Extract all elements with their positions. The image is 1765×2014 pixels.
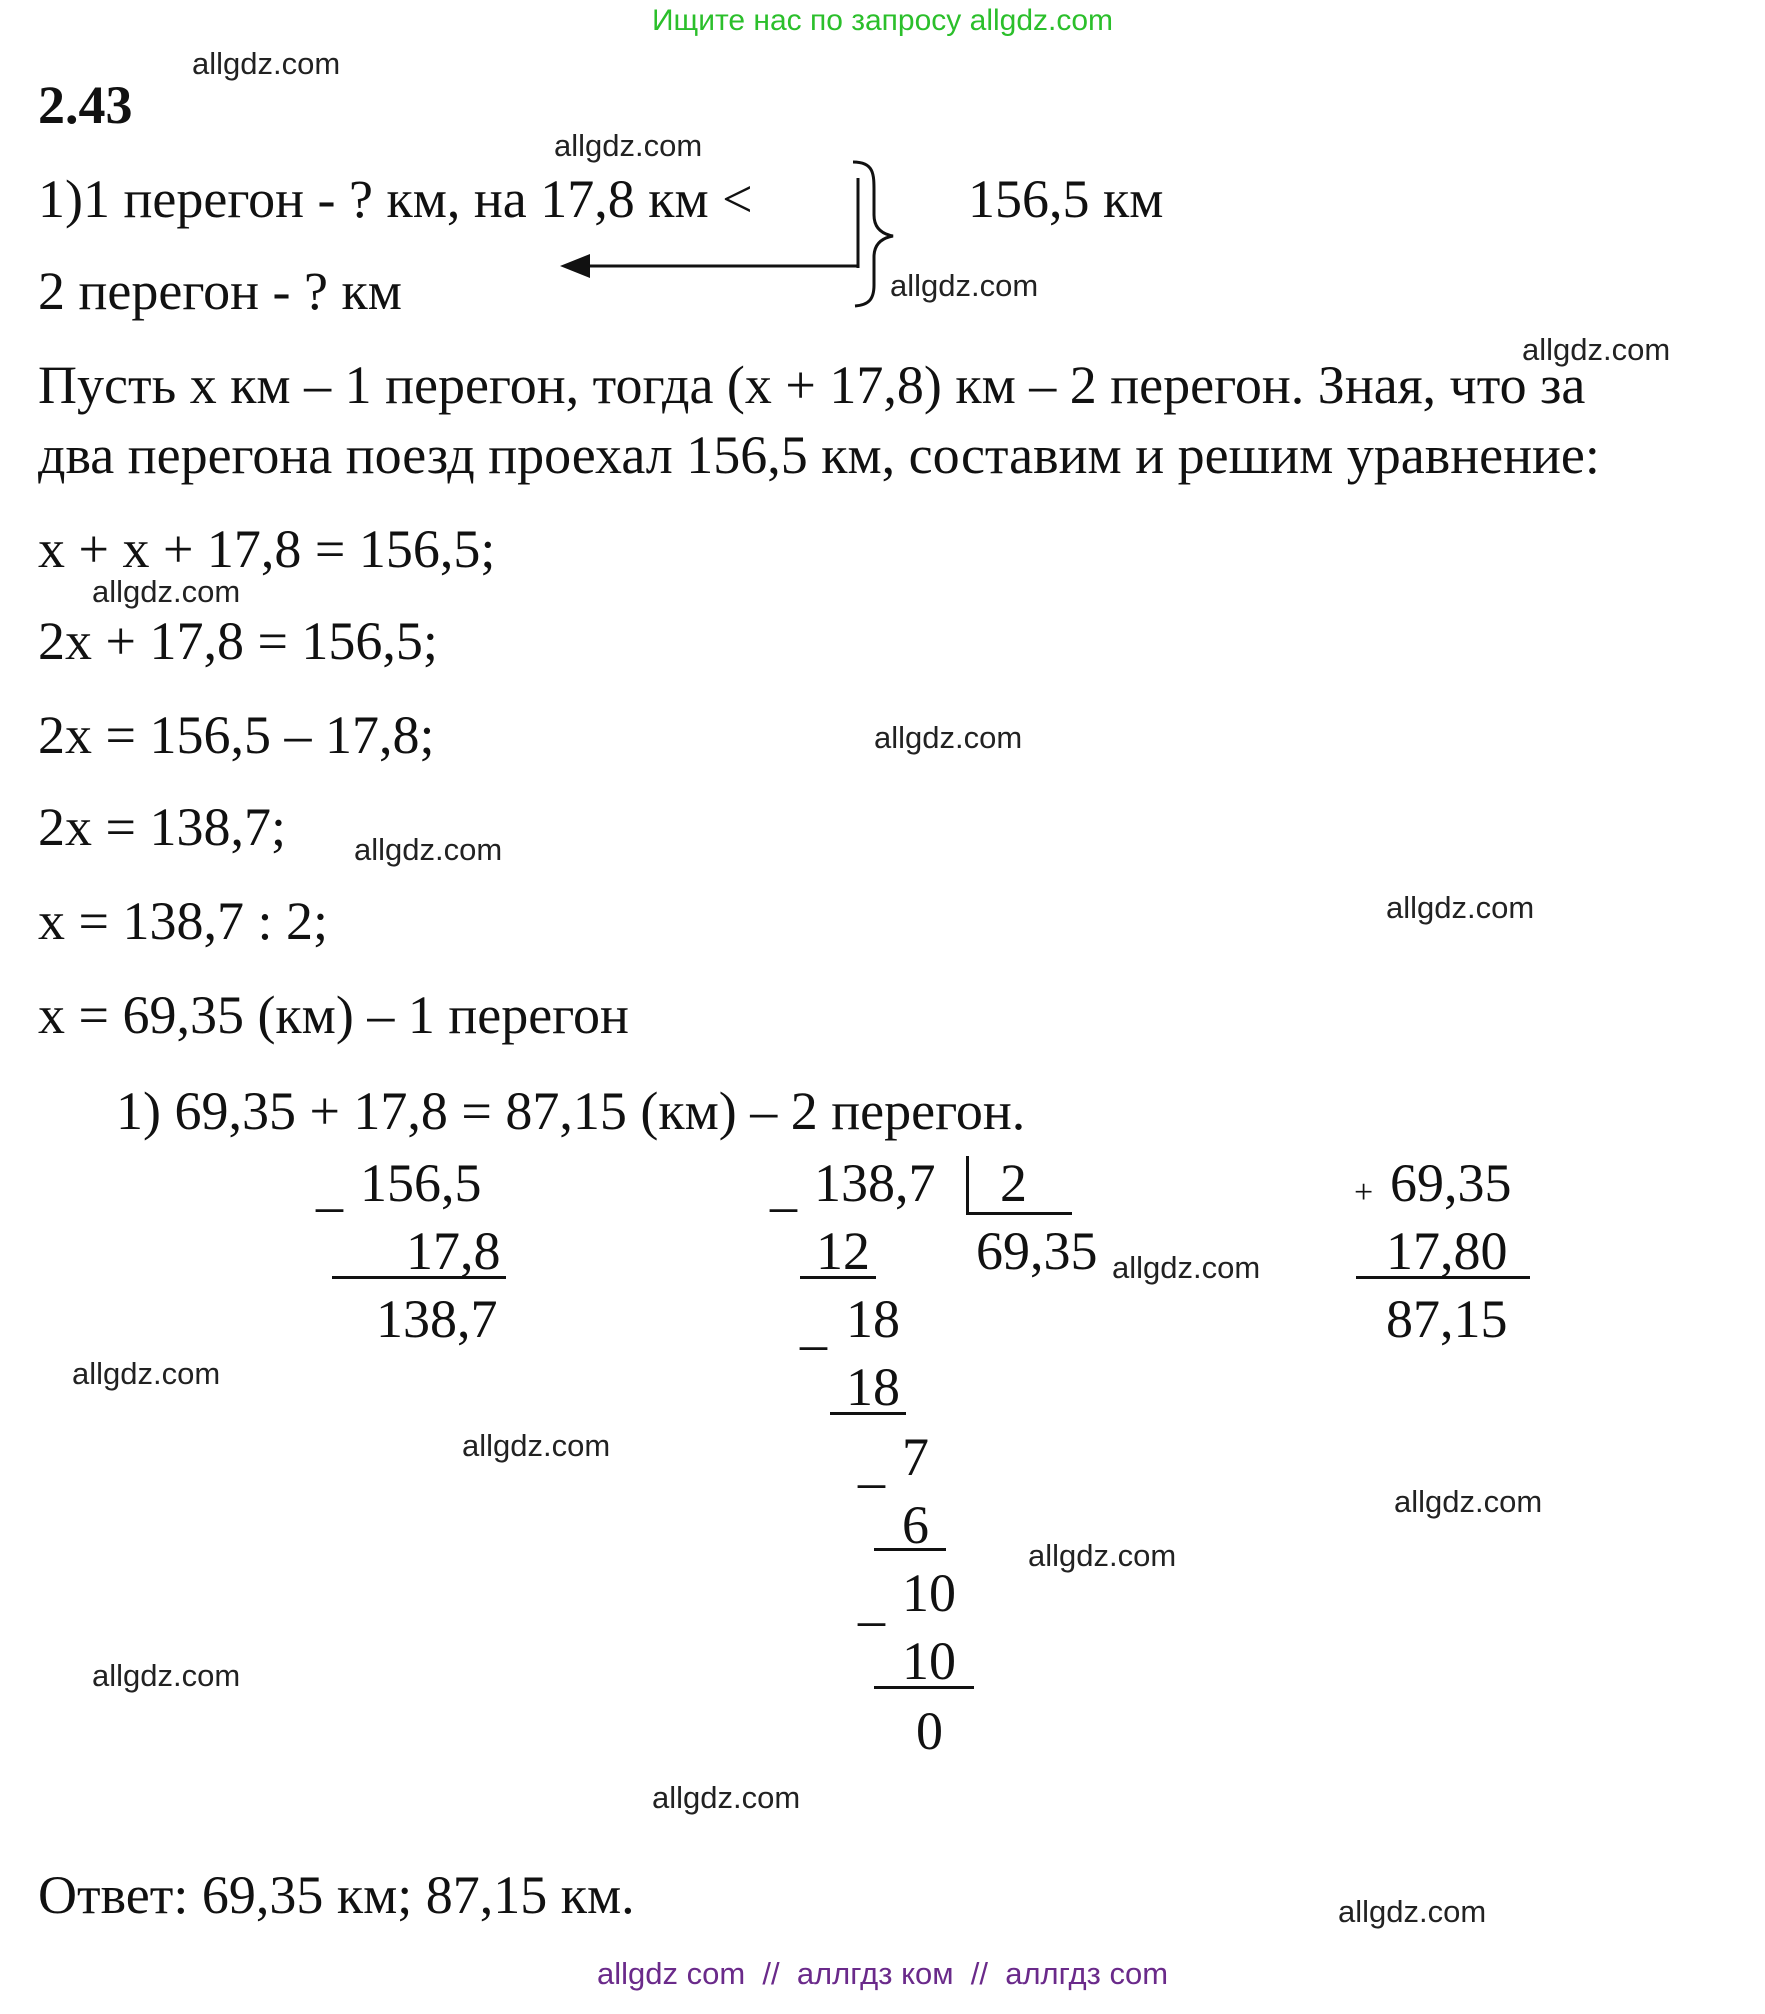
watermark: allgdz.com [354,832,503,867]
watermark: allgdz.com [652,1780,801,1815]
division-step-sign-3: _ [858,1433,885,1493]
division-quotient: 69,35 [976,1221,1098,1281]
division-step-7: 10 [902,1631,956,1691]
equation-5: х = 138,7 : 2; [38,891,328,951]
addition-line [1356,1276,1530,1279]
condition-line-2: 2 перегон - ? км [38,261,402,321]
subtraction-minuend: 156,5 [360,1153,482,1213]
watermark: allgdz.com [92,1658,241,1693]
watermark: allgdz.com [72,1356,221,1391]
solution-step: 1) 69,35 + 17,8 = 87,15 (км) – 2 перегон. [116,1081,1026,1141]
division-step-sign-4: _ [858,1571,885,1631]
division-dividend: 138,7 [814,1153,936,1213]
subtraction-sign: _ [316,1157,343,1217]
division-step-3: 18 [846,1357,900,1417]
answer: Ответ: 69,35 км; 87,15 км. [38,1865,635,1925]
division-divisor-line [966,1212,1072,1215]
division-step-line-4 [874,1686,974,1689]
equation-2: 2х + 17,8 = 156,5; [38,611,438,671]
division-step-line-1 [800,1276,876,1279]
problem-number: 2.43 [38,75,133,135]
watermark: allgdz.com [1386,890,1535,925]
watermark: allgdz.com [1522,332,1671,367]
condition-total: 156,5 км [968,169,1164,229]
division-sign: _ [770,1157,797,1217]
condition-line-1: 1)1 перегон - ? км, на 17,8 км < [38,169,753,229]
watermark: allgdz.com [890,268,1039,303]
division-step-5: 6 [902,1495,929,1555]
watermark: allgdz.com [1028,1538,1177,1573]
watermark: allgdz.com [1394,1484,1543,1519]
watermark: allgdz.com [92,574,241,609]
division-divisor: 2 [1000,1153,1027,1213]
division-step-sign-2: _ [800,1295,827,1355]
watermark: allgdz.com [192,46,341,81]
watermark: allgdz.com [1338,1894,1487,1929]
subtraction-line [332,1276,506,1279]
division-bar [966,1156,969,1214]
division-step-line-3 [874,1548,946,1551]
watermark: allgdz.com [554,128,703,163]
subtraction-subtrahend: 17,8 [406,1221,501,1281]
equation-6: х = 69,35 (км) – 1 перегон [38,985,629,1045]
division-step-6: 10 [902,1563,956,1623]
equation-3: 2х = 156,5 – 17,8; [38,705,435,765]
division-step-1: 12 [816,1221,870,1281]
arrow-left-icon [560,254,590,278]
division-step-4: 7 [902,1427,929,1487]
top-banner: Ищите нас по запросу allgdz.com [651,4,1114,37]
addition-sum: 87,15 [1386,1289,1508,1349]
watermark: allgdz.com [874,720,1023,755]
equation-4: 2х = 138,7; [38,797,286,857]
subtraction-result: 138,7 [376,1289,498,1349]
division-step-line-2 [830,1412,906,1415]
watermark: allgdz.com [462,1428,611,1463]
addition-addend-2: 17,80 [1386,1221,1508,1281]
addition-addend-1: 69,35 [1390,1153,1512,1213]
division-remainder: 0 [916,1701,943,1761]
division-step-2: 18 [846,1289,900,1349]
equation-1: х + х + 17,8 = 156,5; [38,519,496,579]
watermark: allgdz.com [1112,1250,1261,1285]
addition-sign: + [1354,1174,1374,1211]
footer-links: allgdz com // аллгдз ком // аллгдз com [596,1956,1169,1991]
explanation-line-1: Пусть х км – 1 перегон, тогда (х + 17,8) км – 2 перегон. Зная, что за [38,355,1586,415]
explanation-line-2: два перегона поезд проехал 156,5 км, составим и решим уравнение: [38,425,1600,485]
